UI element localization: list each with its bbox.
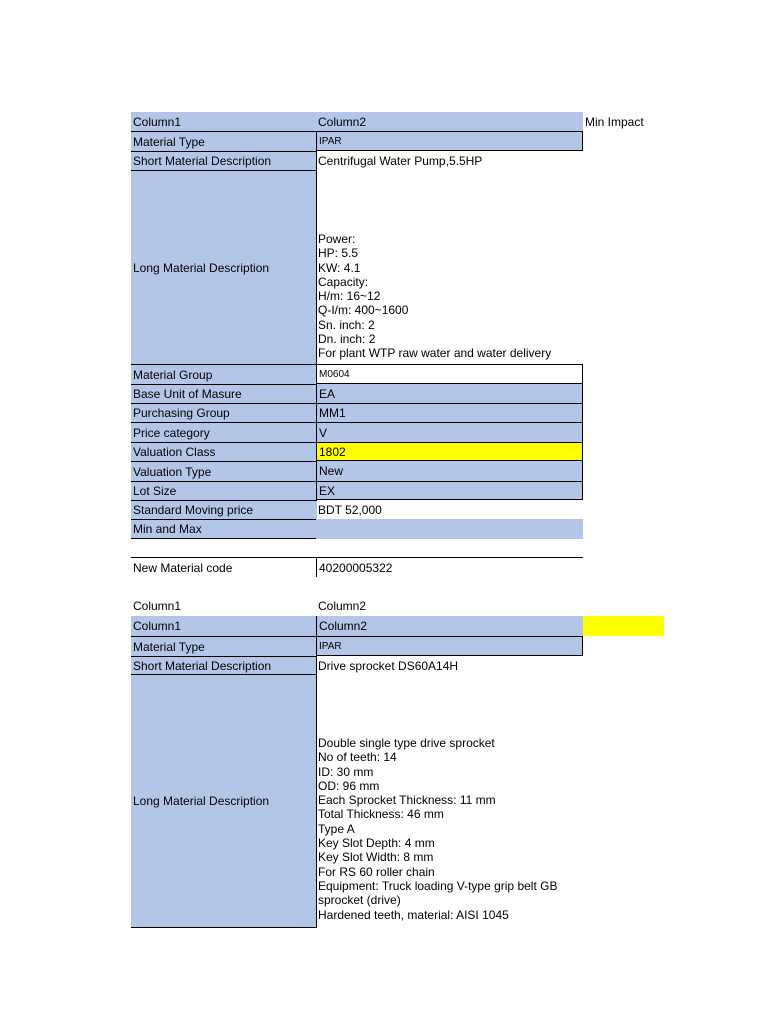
table2-material-type-value[interactable]: IPAR (316, 636, 583, 656)
material-group-value[interactable]: M0604 (316, 364, 583, 384)
valuation-class-value[interactable]: 1802 (316, 442, 583, 461)
table2-long-desc-label: Long Material Description (131, 675, 317, 928)
lot-size-value[interactable]: EX (316, 481, 583, 500)
price-category-value[interactable]: V (316, 422, 583, 442)
valuation-type-value[interactable]: New (316, 461, 583, 481)
valuation-class-label: Valuation Class (131, 442, 317, 461)
lot-size-label: Lot Size (131, 481, 317, 500)
table1-header-col1: Column1 (131, 112, 317, 131)
material-type-value[interactable]: IPAR (316, 131, 583, 151)
table2-header-col2: Column2 (316, 616, 583, 636)
material-group-label: Material Group (131, 364, 317, 384)
highlight-cell (583, 616, 664, 636)
price-category-label: Price category (131, 422, 317, 442)
new-code-value[interactable]: 40200005322 (316, 557, 583, 577)
purchasing-group-value[interactable]: MM1 (316, 403, 583, 422)
purchasing-group-label: Purchasing Group (131, 403, 317, 422)
long-desc-label: Long Material Description (131, 171, 317, 364)
table2-material-type-label: Material Type (131, 636, 317, 656)
short-desc-value[interactable]: Centrifugal Water Pump,5.5HP (318, 154, 483, 168)
base-unit-value[interactable]: EA (316, 384, 583, 403)
valuation-type-label: Valuation Type (131, 461, 317, 481)
table2-short-desc-value[interactable]: Drive sprocket DS60A14H (318, 658, 459, 673)
min-impact-note: Min Impact (585, 114, 644, 129)
table2-short-desc-label: Short Material Description (131, 656, 317, 675)
material-type-label: Material Type (131, 131, 317, 151)
std-price-label: Standard Moving price (131, 500, 317, 519)
table2-plain-header-col1: Column1 (133, 599, 182, 613)
min-max-label: Min and Max (131, 519, 317, 539)
std-price-value[interactable]: BDT 52,000 (318, 502, 382, 517)
table2-header-col1: Column1 (131, 616, 317, 636)
table2-long-desc-value[interactable]: Double single type drive sprocket No of teeth: 14 ID: 30 mm OD: 96 mm Each Sprocket Thickness: 11 mm Total Thickness: 46 mm Type A Key Slot Depth: 4 mm Key Slot Width: 8 mm For RS 60 roller chain Equipment: Truck loading V-type grip belt GB sprocket (drive) Hardened teeth, material: AISI 1045 (318, 736, 558, 922)
base-unit-label: Base Unit of Masure (131, 384, 317, 403)
new-code-label: New Material code (131, 557, 317, 577)
table1-header-col2: Column2 (316, 112, 583, 131)
table2-plain-header-col2: Column2 (318, 599, 367, 613)
short-desc-label: Short Material Description (131, 151, 317, 171)
long-desc-value[interactable]: Power: HP: 5.5 KW: 4.1 Capacity: H/m: 16~12 Q-I/m: 400~1600 Sn. inch: 2 Dn. inch: 2 For plant WTP raw water and water delivery (318, 232, 552, 361)
min-max-value[interactable] (316, 519, 583, 539)
